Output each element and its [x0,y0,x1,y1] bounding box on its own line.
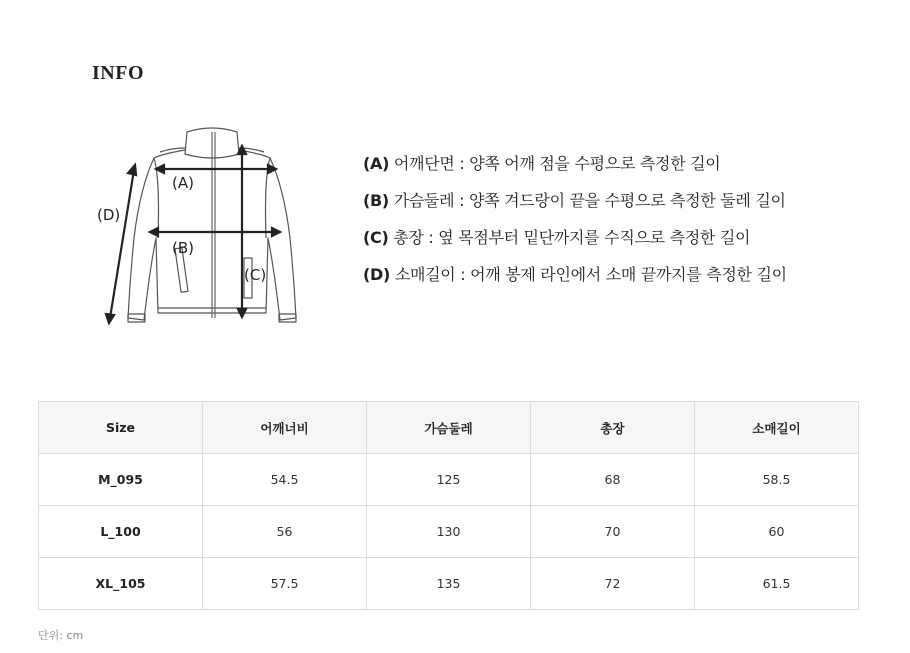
table-cell: L_100 [39,506,203,558]
jacket-measurement-illustration [92,118,332,333]
table-row [39,506,859,558]
unit-note: 단위: cm [38,629,84,642]
table-cell: 61.5 [695,558,859,610]
table-cell: 72 [531,558,695,610]
table-row [39,454,859,506]
table-cell: 54.5 [203,454,367,506]
size-table [38,401,859,610]
table-cell: 60 [695,506,859,558]
measurement-legend [363,154,787,302]
table-cell: 130 [367,506,531,558]
table-cell: M_095 [39,454,203,506]
label-c: (C) [244,266,267,284]
table-cell: 58.5 [695,454,859,506]
legend-item-a: (A) 어깨단면 : 양쪽 어깨 점을 수평으로 측정한 길이 [363,154,721,173]
label-b: (B) [172,239,194,257]
table-cell: 57.5 [203,558,367,610]
legend-item-c: (C) 총장 : 옆 목점부터 밑단까지를 수직으로 측정한 길이 [363,228,751,247]
column-header: 어깨너비 [203,402,367,454]
column-header: 가슴둘레 [367,402,531,454]
legend-item-b: (B) 가슴둘레 : 양쪽 겨드랑이 끝을 수평으로 측정한 둘레 길이 [363,191,786,210]
label-d: (D) [97,206,121,224]
column-header: 소매길이 [695,402,859,454]
column-header: 총장 [531,402,695,454]
table-cell: 135 [367,558,531,610]
column-header: Size [39,402,203,454]
table-row [39,558,859,610]
table-cell: 70 [531,506,695,558]
table-cell: 125 [367,454,531,506]
label-a: (A) [172,174,194,192]
table-cell: XL_105 [39,558,203,610]
page-title: INFO [92,62,144,84]
table-cell: 56 [203,506,367,558]
arrow-d [110,170,134,318]
table-cell: 68 [531,454,695,506]
table-header-row [39,402,859,454]
legend-item-d: (D) 소매길이 : 어깨 봉제 라인에서 소매 끝까지를 측정한 길이 [363,265,787,284]
